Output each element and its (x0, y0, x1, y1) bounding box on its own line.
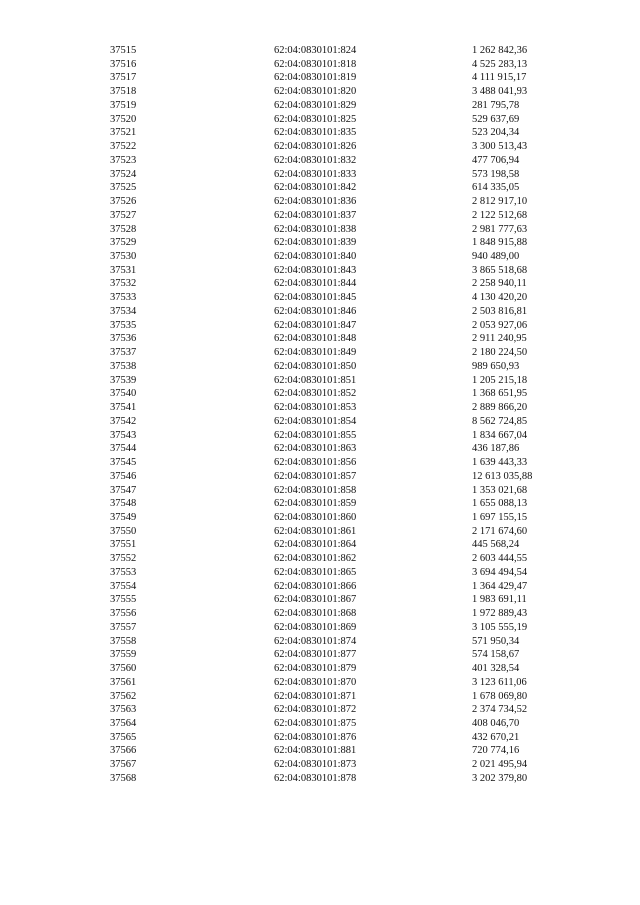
cadastral-number-cell: 62:04:0830101:829 (274, 99, 357, 111)
cadastral-value-cell: 3 488 041,93 (472, 86, 528, 98)
row-number-cell: 37520 (110, 113, 137, 125)
cadastral-value-cell: 1 972 889,43 (472, 608, 528, 620)
cadastral-number-cell: 62:04:0830101:878 (274, 772, 357, 784)
row-number-cell: 37547 (110, 484, 137, 496)
cadastral-value-cell: 2 603 444,55 (472, 553, 528, 565)
left-margin-cell (0, 415, 110, 429)
cadastral-number-cell: 62:04:0830101:877 (274, 649, 357, 661)
table-row (0, 58, 640, 72)
cadastral-number-cell: 62:04:0830101:849 (274, 347, 357, 359)
row-number-cell: 37554 (110, 580, 137, 592)
cadastral-number-cell: 62:04:0830101:864 (274, 539, 357, 551)
cadastral-number-cell: 62:04:0830101:869 (274, 621, 357, 633)
left-margin-cell (0, 346, 110, 360)
table-row (0, 140, 640, 154)
cadastral-value-cell: 432 670,21 (472, 731, 520, 743)
left-margin-cell (0, 690, 110, 704)
left-margin-cell (0, 511, 110, 525)
left-margin-cell (0, 429, 110, 443)
row-number-cell: 37527 (110, 209, 137, 221)
row-number-cell: 37559 (110, 649, 137, 661)
cadastral-number-cell: 62:04:0830101:844 (274, 278, 357, 290)
left-margin-cell (0, 593, 110, 607)
left-margin-cell (0, 319, 110, 333)
left-margin-cell (0, 772, 110, 786)
table-body (0, 44, 640, 786)
cadastral-value-cell: 8 562 724,85 (472, 415, 528, 427)
left-margin-cell (0, 140, 110, 154)
cadastral-number-cell: 62:04:0830101:874 (274, 635, 357, 647)
table-row (0, 374, 640, 388)
row-number-cell: 37556 (110, 608, 137, 620)
table-row (0, 71, 640, 85)
left-margin-cell (0, 442, 110, 456)
cadastral-number-cell: 62:04:0830101:825 (274, 113, 357, 125)
row-number-cell: 37558 (110, 635, 137, 647)
left-margin-cell (0, 236, 110, 250)
left-margin-cell (0, 58, 110, 72)
table-row (0, 277, 640, 291)
cadastral-value-cell: 1 353 021,68 (472, 484, 528, 496)
row-number-cell: 37542 (110, 415, 137, 427)
table-row (0, 346, 640, 360)
cadastral-number-cell: 62:04:0830101:879 (274, 663, 357, 675)
cadastral-value-cell: 281 795,78 (472, 99, 520, 111)
left-margin-cell (0, 154, 110, 168)
row-number-cell: 37564 (110, 717, 137, 729)
table-row (0, 621, 640, 635)
cadastral-value-cell: 2 503 816,81 (472, 305, 528, 317)
cadastral-number-cell: 62:04:0830101:835 (274, 127, 357, 139)
cadastral-number-cell: 62:04:0830101:866 (274, 580, 357, 592)
cadastral-number-cell: 62:04:0830101:850 (274, 360, 357, 372)
row-number-cell: 37561 (110, 676, 137, 688)
cadastral-value-cell: 571 950,34 (472, 635, 520, 647)
cadastral-number-cell: 62:04:0830101:843 (274, 264, 357, 276)
left-margin-cell (0, 648, 110, 662)
cadastral-value-cell: 3 694 494,54 (472, 566, 528, 578)
left-margin-cell (0, 264, 110, 278)
row-number-cell: 37541 (110, 402, 137, 414)
table-row (0, 44, 640, 58)
cadastral-number-cell: 62:04:0830101:845 (274, 292, 357, 304)
left-margin-cell (0, 676, 110, 690)
left-margin-cell (0, 552, 110, 566)
cadastral-value-cell: 401 328,54 (472, 663, 520, 675)
table-row (0, 690, 640, 704)
cadastral-value-cell: 1 639 443,33 (472, 457, 528, 469)
table-row (0, 717, 640, 731)
cadastral-number-cell: 62:04:0830101:871 (274, 690, 357, 702)
cadastral-value-cell: 1 678 069,80 (472, 690, 528, 702)
left-margin-cell (0, 621, 110, 635)
row-number-cell: 37521 (110, 127, 137, 139)
row-number-cell: 37532 (110, 278, 137, 290)
cadastral-number-cell: 62:04:0830101:838 (274, 223, 357, 235)
row-number-cell: 37548 (110, 498, 137, 510)
row-number-cell: 37540 (110, 388, 137, 400)
cadastral-value-cell: 529 637,69 (472, 113, 520, 125)
left-margin-cell (0, 484, 110, 498)
left-margin-cell (0, 731, 110, 745)
row-number-cell: 37539 (110, 374, 137, 386)
table-row (0, 662, 640, 676)
left-margin-cell (0, 99, 110, 113)
row-number-cell: 37530 (110, 251, 137, 263)
cadastral-number-cell: 62:04:0830101:872 (274, 704, 357, 716)
left-margin-cell (0, 291, 110, 305)
table-row (0, 442, 640, 456)
cadastral-number-cell: 62:04:0830101:852 (274, 388, 357, 400)
row-number-cell: 37543 (110, 429, 137, 441)
row-number-cell: 37549 (110, 511, 137, 523)
table-row (0, 223, 640, 237)
cadastral-value-cell: 2 021 495,94 (472, 759, 528, 771)
table-row (0, 319, 640, 333)
left-margin-cell (0, 456, 110, 470)
cadastral-value-cell: 408 046,70 (472, 717, 520, 729)
cadastral-value-cell: 1 364 429,47 (472, 580, 528, 592)
table-row (0, 758, 640, 772)
left-margin-cell (0, 387, 110, 401)
row-number-cell: 37544 (110, 443, 137, 455)
row-number-cell: 37529 (110, 237, 137, 249)
row-number-cell: 37565 (110, 731, 137, 743)
cadastral-value-cell: 573 198,58 (472, 168, 520, 180)
cadastral-value-cell: 3 300 513,43 (472, 141, 528, 153)
table-row (0, 429, 640, 443)
row-number-cell: 37518 (110, 86, 137, 98)
row-number-cell: 37531 (110, 264, 137, 276)
row-number-cell: 37528 (110, 223, 137, 235)
cadastral-number-cell: 62:04:0830101:818 (274, 58, 357, 70)
cadastral-number-cell: 62:04:0830101:826 (274, 141, 357, 153)
table-row (0, 401, 640, 415)
row-number-cell: 37546 (110, 470, 137, 482)
row-number-cell: 37555 (110, 594, 137, 606)
left-margin-cell (0, 71, 110, 85)
row-number-cell: 37536 (110, 333, 137, 345)
cadastral-value-cell: 2 911 240,95 (472, 333, 527, 345)
left-margin-cell (0, 580, 110, 594)
row-number-cell: 37563 (110, 704, 137, 716)
left-margin-cell (0, 209, 110, 223)
cadastral-number-cell: 62:04:0830101:868 (274, 608, 357, 620)
left-margin-cell (0, 607, 110, 621)
cadastral-number-cell: 62:04:0830101:820 (274, 86, 357, 98)
table-row (0, 332, 640, 346)
table-row (0, 648, 640, 662)
row-number-cell: 37566 (110, 745, 137, 757)
row-number-cell: 37568 (110, 772, 137, 784)
cadastral-value-cell: 523 204,34 (472, 127, 520, 139)
cadastral-value-cell: 574 158,67 (472, 649, 520, 661)
cadastral-number-cell: 62:04:0830101:847 (274, 319, 357, 331)
table-row (0, 250, 640, 264)
cadastral-value-cell: 1 205 215,18 (472, 374, 528, 386)
left-margin-cell (0, 181, 110, 195)
cadastral-number-cell: 62:04:0830101:861 (274, 525, 357, 537)
left-margin-cell (0, 195, 110, 209)
cadastral-value-cell: 989 650,93 (472, 360, 520, 372)
row-number-cell: 37545 (110, 457, 137, 469)
table-row (0, 497, 640, 511)
table-row (0, 484, 640, 498)
left-margin-cell (0, 717, 110, 731)
left-margin-cell (0, 85, 110, 99)
left-margin-cell (0, 250, 110, 264)
table-row (0, 538, 640, 552)
row-number-cell: 37560 (110, 663, 137, 675)
left-margin-cell (0, 223, 110, 237)
row-number-cell: 37526 (110, 196, 137, 208)
row-number-cell: 37551 (110, 539, 137, 551)
row-number-cell: 37534 (110, 305, 137, 317)
cadastral-number-cell: 62:04:0830101:870 (274, 676, 357, 688)
table-row (0, 154, 640, 168)
cadastral-number-cell: 62:04:0830101:848 (274, 333, 357, 345)
row-number-cell: 37537 (110, 347, 137, 359)
cadastral-value-cell: 2 122 512,68 (472, 209, 528, 221)
row-number-cell: 37550 (110, 525, 137, 537)
left-margin-cell (0, 360, 110, 374)
row-number-cell: 37538 (110, 360, 137, 372)
row-number-cell: 37522 (110, 141, 137, 153)
left-margin-cell (0, 277, 110, 291)
cadastral-number-cell: 62:04:0830101:859 (274, 498, 357, 510)
table-row (0, 387, 640, 401)
row-number-cell: 37519 (110, 99, 137, 111)
left-margin-cell (0, 113, 110, 127)
cadastral-number-cell: 62:04:0830101:881 (274, 745, 357, 757)
left-margin-cell (0, 662, 110, 676)
cadastral-value-cell: 2 171 674,60 (472, 525, 528, 537)
row-number-cell: 37524 (110, 168, 137, 180)
table-row (0, 772, 640, 786)
cadastral-number-cell: 62:04:0830101:876 (274, 731, 357, 743)
table-row (0, 99, 640, 113)
left-margin-cell (0, 126, 110, 140)
table-row (0, 209, 640, 223)
row-number-cell: 37557 (110, 621, 137, 633)
cadastral-value-cell: 445 568,24 (472, 539, 520, 551)
cadastral-value-cell: 4 525 283,13 (472, 58, 528, 70)
table-row (0, 511, 640, 525)
table-row (0, 168, 640, 182)
left-margin-cell (0, 538, 110, 552)
cadastral-number-cell: 62:04:0830101:867 (274, 594, 357, 606)
left-margin-cell (0, 497, 110, 511)
cadastral-value-cell: 4 130 420,20 (472, 292, 528, 304)
cadastral-number-cell: 62:04:0830101:840 (274, 251, 357, 263)
cadastral-number-cell: 62:04:0830101:851 (274, 374, 357, 386)
cadastral-value-cell: 2 258 940,11 (472, 278, 527, 290)
cadastral-value-cell: 4 111 915,17 (472, 72, 527, 84)
cadastral-value-cell: 1 262 842,36 (472, 45, 528, 56)
cadastral-number-cell: 62:04:0830101:839 (274, 237, 357, 249)
cadastral-value-cell: 3 202 379,80 (472, 772, 528, 784)
table-row (0, 305, 640, 319)
table-row (0, 291, 640, 305)
row-number-cell: 37567 (110, 759, 137, 771)
cadastral-number-cell: 62:04:0830101:854 (274, 415, 357, 427)
table-row (0, 744, 640, 758)
row-number-cell: 37535 (110, 319, 137, 331)
table-row (0, 264, 640, 278)
cadastral-number-cell: 62:04:0830101:857 (274, 470, 357, 482)
table-row (0, 566, 640, 580)
cadastral-value-cell: 477 706,94 (472, 154, 520, 166)
cadastral-value-cell: 1 834 667,04 (472, 429, 528, 441)
cadastral-value-cell: 940 489,00 (472, 251, 520, 263)
cadastral-value-cell: 614 335,05 (472, 182, 520, 194)
table-row (0, 195, 640, 209)
left-margin-cell (0, 305, 110, 319)
table-row (0, 360, 640, 374)
cadastral-number-cell: 62:04:0830101:833 (274, 168, 357, 180)
cadastral-value-cell: 720 774,16 (472, 745, 520, 757)
table-row (0, 236, 640, 250)
table-row (0, 703, 640, 717)
cadastral-value-cell: 436 187,86 (472, 443, 520, 455)
left-margin-cell (0, 44, 110, 58)
table-row (0, 580, 640, 594)
cadastral-number-cell: 62:04:0830101:863 (274, 443, 357, 455)
row-number-cell: 37523 (110, 154, 137, 166)
table-row (0, 415, 640, 429)
cadastral-value-cell: 1 655 088,13 (472, 498, 528, 510)
cadastral-value-cell: 1 697 155,15 (472, 511, 528, 523)
cadastral-value-table (0, 44, 640, 786)
cadastral-number-cell: 62:04:0830101:865 (274, 566, 357, 578)
table-row (0, 731, 640, 745)
row-number-cell: 37562 (110, 690, 137, 702)
left-margin-cell (0, 374, 110, 388)
table-row (0, 181, 640, 195)
cadastral-value-cell: 3 123 611,06 (472, 676, 527, 688)
table-row (0, 470, 640, 484)
cadastral-number-cell: 62:04:0830101:842 (274, 182, 357, 194)
left-margin-cell (0, 703, 110, 717)
left-margin-cell (0, 635, 110, 649)
left-margin-cell (0, 744, 110, 758)
table-row (0, 676, 640, 690)
cadastral-number-cell: 62:04:0830101:819 (274, 72, 357, 84)
table-row (0, 552, 640, 566)
cadastral-value-cell: 2 981 777,63 (472, 223, 528, 235)
left-margin-cell (0, 525, 110, 539)
left-margin-cell (0, 401, 110, 415)
left-margin-cell (0, 332, 110, 346)
cadastral-value-cell: 1 368 651,95 (472, 388, 528, 400)
left-margin-cell (0, 566, 110, 580)
left-margin-cell (0, 168, 110, 182)
table-row (0, 593, 640, 607)
row-number-cell: 37516 (110, 58, 137, 70)
cadastral-number-cell: 62:04:0830101:824 (274, 45, 357, 56)
cadastral-number-cell: 62:04:0830101:853 (274, 402, 357, 414)
cadastral-value-cell: 2 889 866,20 (472, 402, 528, 414)
cadastral-number-cell: 62:04:0830101:836 (274, 196, 357, 208)
cadastral-number-cell: 62:04:0830101:873 (274, 759, 357, 771)
cadastral-value-cell: 3 105 555,19 (472, 621, 528, 633)
row-number-cell: 37515 (110, 45, 137, 56)
table-row (0, 126, 640, 140)
cadastral-value-cell: 1 983 691,11 (472, 594, 527, 606)
table-row (0, 113, 640, 127)
row-number-cell: 37533 (110, 292, 137, 304)
row-number-cell: 37525 (110, 182, 137, 194)
table-row (0, 85, 640, 99)
cadastral-number-cell: 62:04:0830101:860 (274, 511, 357, 523)
row-number-cell: 37553 (110, 566, 137, 578)
cadastral-number-cell: 62:04:0830101:856 (274, 457, 357, 469)
cadastral-value-cell: 2 180 224,50 (472, 347, 528, 359)
cadastral-number-cell: 62:04:0830101:832 (274, 154, 357, 166)
cadastral-value-cell: 2 374 734,52 (472, 704, 528, 716)
table-row (0, 635, 640, 649)
cadastral-number-cell: 62:04:0830101:837 (274, 209, 357, 221)
table-row (0, 456, 640, 470)
left-margin-cell (0, 758, 110, 772)
cadastral-number-cell: 62:04:0830101:855 (274, 429, 357, 441)
table-row (0, 607, 640, 621)
cadastral-value-cell: 3 865 518,68 (472, 264, 528, 276)
cadastral-number-cell: 62:04:0830101:858 (274, 484, 357, 496)
cadastral-number-cell: 62:04:0830101:862 (274, 553, 357, 565)
cadastral-value-cell: 1 848 915,88 (472, 237, 528, 249)
table-row (0, 525, 640, 539)
cadastral-number-cell: 62:04:0830101:875 (274, 717, 357, 729)
cadastral-value-cell: 2 812 917,10 (472, 196, 528, 208)
cadastral-value-cell: 2 053 927,06 (472, 319, 528, 331)
left-margin-cell (0, 470, 110, 484)
cadastral-value-cell: 12 613 035,88 (472, 470, 533, 482)
cadastral-number-cell: 62:04:0830101:846 (274, 305, 357, 317)
row-number-cell: 37552 (110, 553, 137, 565)
row-number-cell: 37517 (110, 72, 137, 84)
